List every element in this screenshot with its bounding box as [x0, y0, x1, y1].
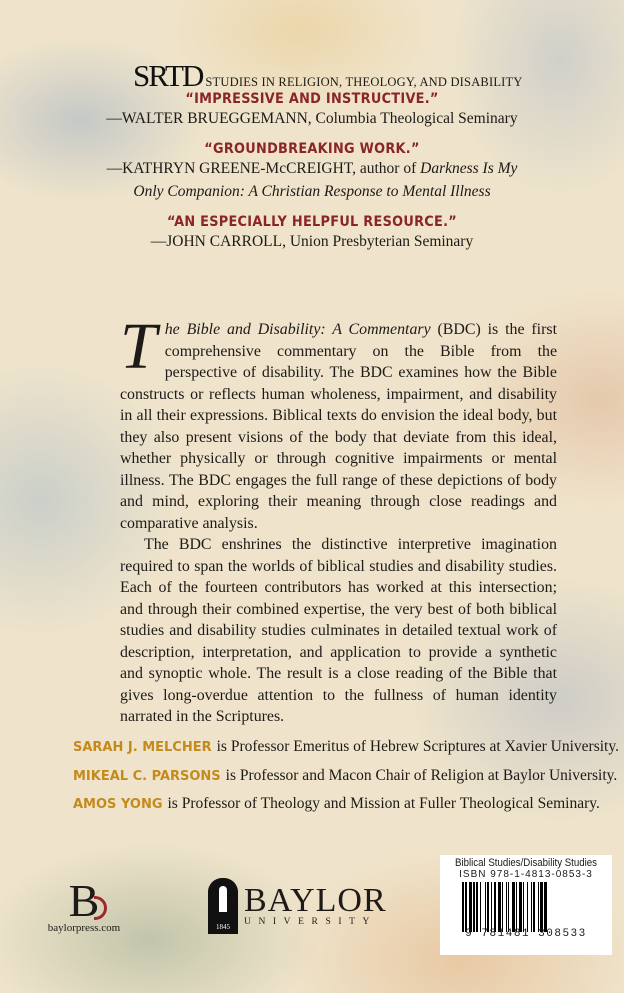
- endorsement-attribution: —JOHN CARROLL, Union Presbyterian Seminary: [150, 233, 474, 250]
- barcode-icon: [462, 882, 590, 932]
- book-category: Biblical Studies/Disability Studies: [454, 857, 598, 869]
- isbn: ISBN 978-1-4813-0853-3: [459, 869, 593, 880]
- endorsement-attribution: —KATHRYN GREENE-McCREIGHT, author of Darkness Is My Only Companion: A Christian Response to Mental Illness: [106, 160, 518, 200]
- endorsement: [0, 214, 624, 253]
- endorsement-quote: “IMPRESSIVE AND INSTRUCTIVE.”: [185, 91, 439, 107]
- endorsement-quote: “GROUNDBREAKING WORK.”: [204, 141, 420, 157]
- series-header: [133, 58, 523, 94]
- description-paragraph: The Bible and Disability: A Commentary (BDC) is the first comprehensive commentary on the Bible from the perspective of disability. The BDC examines how the Bible constructs or reflects human wholeness, impairment, and disability in all their expressions. Biblical texts do envision the ideal body, but they also present visions of the body that deviate from this ideal, whether physically or through cognitive impairments or mental illness. The BDC engages the full range of these depictions of body and mind, exploring their meaning through close readings and comparative analysis.: [120, 310, 557, 532]
- baylor-press-logo: B baylorpress.com: [44, 880, 124, 934]
- series-logo: SRTD: [133, 58, 203, 93]
- baylor-university-logo: 1845 BAYLOR UNIVERSITY: [208, 878, 387, 934]
- endorsement-attribution: —WALTER BRUEGGEMANN, Columbia Theological Seminary: [106, 110, 518, 127]
- author-bios: [73, 738, 619, 824]
- endorsement: [0, 91, 624, 130]
- endorsement-quote: “AN ESPECIALLY HELPFUL RESOURCE.”: [166, 214, 458, 230]
- author-bio: AMOS YONG is Professor of Theology and Mission at Fuller Theological Seminary.: [73, 795, 600, 812]
- baylor-seal-icon: 1845: [208, 878, 238, 934]
- endorsement: [0, 141, 624, 203]
- barcode-number: 9 781481 308533: [465, 928, 587, 940]
- drop-cap: T: [120, 310, 157, 383]
- series-name: STUDIES IN RELIGION, THEOLOGY, AND DISABILITY: [205, 75, 523, 89]
- description: [120, 310, 557, 728]
- description-paragraph: The BDC enshrines the distinctive interpretive imagination required to span the worlds of biblical studies and disability studies. Each of the fourteen contributors has worked at this intersection; and through their combined expertise, the very best of both biblical studies and disability studies culminates in detailed textual work of description, interpretation, and application to provide a synthetic and synoptic whole. The result is a close reading of the Bible that gives long-overdue attention to the fullness of human identity narrated in the Scriptures.: [120, 536, 557, 725]
- book-title: he Bible and Disability: A Commentary: [164, 321, 431, 338]
- author-bio: MIKEAL C. PARSONS is Professor and Macon Chair of Religion at Baylor University.: [73, 766, 618, 784]
- barcode-box: [440, 855, 612, 955]
- author-bio: SARAH J. MELCHER is Professor Emeritus of Hebrew Scriptures at Xavier University.: [73, 738, 619, 755]
- publisher-url: baylorpress.com: [47, 922, 121, 934]
